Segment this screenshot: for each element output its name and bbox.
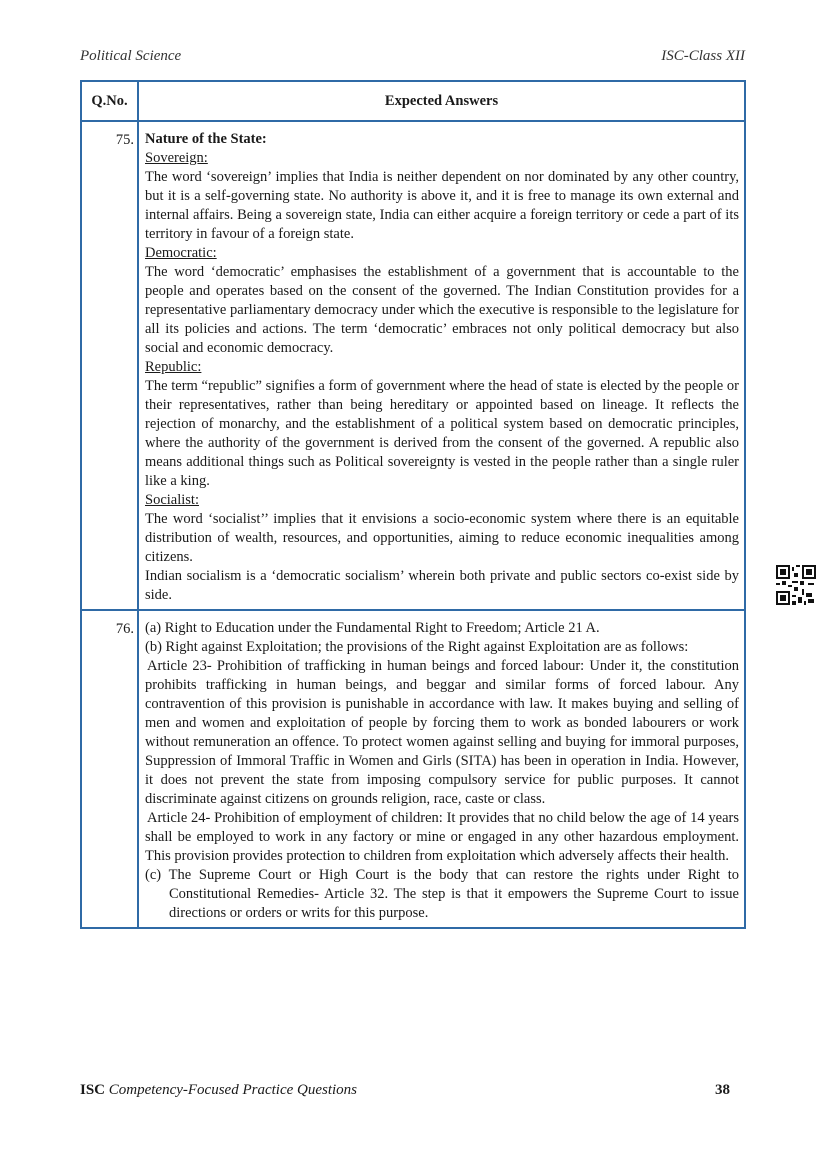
question-number: 75. [81,121,138,610]
sovereign-heading: Sovereign: [145,150,208,166]
table-header-row [81,81,745,121]
answer-part-a: (a) Right to Education under the Fundamental Right to Freedom; Article 21 A. [145,620,600,636]
answers-table [80,80,746,929]
question-number: 76. [81,610,138,928]
article-24-text: Article 24- Prohibition of employment of children: It provides that no child below the age of 14 years shall be employed to work in any factory or mine or engaged in any other hazardous employment. This provision provides protection to children from exploitation which adversely affects their health. [145,810,739,864]
republic-text: The term “republic” signifies a form of government where the head of state is elected by the people or their representatives, rather than being hereditary or appointed based on lineage. It reflects the rejection of monarchy, and the establishment of a political system based on democratic principles, where the authority of the government is derived from the consent of the governed. A republic also means additional things such as Political sovereignty is vested in the people rather than a single ruler like a king. [145,378,739,489]
republic-heading: Republic: [145,359,202,375]
answer-part-c: (c) The Supreme Court or High Court is the body that can restore the rights under Right to Constitutional Remedies- Article 32. The step is that it empowers the Supreme Court to issue directions or orders or writs for this purpose. [145,867,739,921]
qno-header: Q.No. [81,81,138,121]
democratic-text: The word ‘democratic’ emphasises the establishment of a government that is accountable to the people and operates based on the consent of the governed. The Indian Constitution provides for a representative parliamentary democracy under which the executive is responsible to the legislature for all its policies and actions. The term ‘democratic’ embraces not only political democracy but also social and economic democracy. [145,264,739,356]
sovereign-text: The word ‘sovereign’ implies that India is neither dependent on nor dominated by any other country, but it is a self-governing state. No authority is above it, and it is free to manage its own external and internal affairs. Being a sovereign state, India can either acquire a foreign territory or cede a part of its territory in favour of a foreign state. [145,169,739,242]
democratic-heading: Democratic: [145,245,217,261]
socialist-heading: Socialist: [145,492,199,508]
table-row [81,121,745,610]
answers-header: Expected Answers [138,81,745,121]
socialist-text-2: Indian socialism is a ‘democratic socialism’ wherein both private and public sectors co-exist side by side. [145,568,739,603]
answer-cell [138,121,745,610]
header-class: ISC-Class XII [661,48,745,64]
qr-code-icon [776,565,816,605]
footer-title [80,1082,357,1099]
header-subject: Political Science [80,48,182,64]
article-23-text: Article 23- Prohibition of trafficking in human beings and forced labour: Under it, the constitution prohibits trafficking in human beings, and beggar and similar forms of forced labour. Any contravention of this provision is punishable in accordance with law. It makes buying and selling of men and women and exploitation of people by forcing them to work as bonded labourers or work without remuneration an offence. To protect women against selling and buying for immoral purposes, Suppression of Immoral Traffic in Women and Girls (SITA) has been in operation in India. However, it does not prevent the state from imposing compulsory service for public purposes. It cannot discriminate against citizens on grounds religion, race, caste or class. [145,658,739,807]
socialist-text: The word ‘socialist’’ implies that it envisions a socio-economic system where there is an equitable distribution of wealth, resources, and opportunities, aiming to reduce economic inequalities among citizens. [145,511,739,565]
answer-title: Nature of the State: [145,131,267,147]
page-number: 38 [715,1082,730,1098]
answer-part-b: (b) Right against Exploitation; the provisions of the Right against Exploitation are as follows: [145,639,689,655]
table-row [81,610,745,928]
footer-subtitle: Competency-Focused Practice Questions [108,1082,358,1098]
answer-cell [138,610,745,928]
footer-brand: ISC [80,1082,106,1098]
